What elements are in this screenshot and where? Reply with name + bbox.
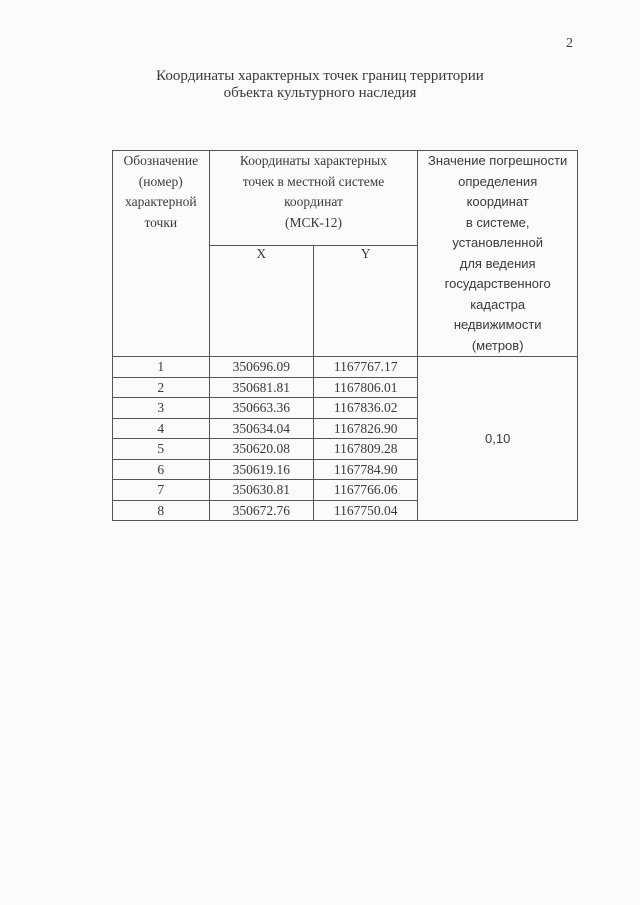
coord-x: 350630.81	[209, 480, 313, 501]
header-line: Значение погрешности	[428, 153, 568, 168]
coord-x: 350681.81	[209, 377, 313, 398]
header-line: Обозначение	[123, 153, 199, 168]
header-line: государственного	[444, 276, 551, 291]
header-line: (номер)	[138, 173, 183, 189]
coord-y: 1167836.02	[313, 398, 417, 419]
coord-y: 1167809.28	[313, 439, 417, 460]
coord-x: 350672.76	[209, 500, 313, 521]
header-point-designation	[113, 151, 210, 357]
header-line: в системе,	[465, 214, 530, 230]
header-line: для ведения	[459, 255, 536, 271]
point-number: 7	[113, 480, 210, 501]
header-line: (метров)	[471, 337, 524, 353]
coord-y: 1167766.06	[313, 480, 417, 501]
header-line: координат	[284, 194, 343, 209]
coord-y: 1167784.90	[313, 459, 417, 480]
point-number: 4	[113, 418, 210, 439]
point-number: 6	[113, 459, 210, 480]
header-line: точек в местной системе	[242, 173, 385, 189]
document-title	[0, 68, 640, 102]
header-line: (МСК-12)	[284, 214, 342, 230]
header-line: установленной	[452, 235, 543, 250]
header-coordinates	[209, 151, 418, 246]
title-line-2: объекта культурного наследия	[223, 85, 417, 101]
header-line: кадастра	[470, 296, 526, 312]
coord-y: 1167806.01	[313, 377, 417, 398]
title-line-1: Координаты характерных точек границ территории	[156, 68, 484, 84]
table-row	[113, 357, 578, 378]
page-number: 2	[566, 36, 573, 51]
header-line: точки	[144, 214, 178, 230]
header-accuracy	[418, 151, 578, 357]
coord-y: 1167767.17	[313, 357, 417, 378]
coordinates-table	[112, 150, 578, 521]
header-line: недвижимости	[453, 317, 542, 332]
coord-y: 1167826.90	[313, 418, 417, 439]
coord-y: 1167750.04	[313, 500, 417, 521]
header-y: Y	[313, 246, 417, 357]
point-number: 8	[113, 500, 210, 521]
coord-x: 350620.08	[209, 439, 313, 460]
coord-x: 350634.04	[209, 418, 313, 439]
coord-x: 350663.36	[209, 398, 313, 419]
point-number: 5	[113, 439, 210, 460]
header-line: характерной	[125, 194, 197, 209]
header-line: определения	[458, 173, 538, 189]
header-line: координат	[466, 194, 529, 209]
accuracy-value: 0,10	[418, 357, 578, 521]
coord-x: 350696.09	[209, 357, 313, 378]
point-number: 1	[113, 357, 210, 378]
point-number: 3	[113, 398, 210, 419]
header-x: X	[209, 246, 313, 357]
point-number: 2	[113, 377, 210, 398]
header-line: Координаты характерных	[239, 153, 388, 168]
coord-x: 350619.16	[209, 459, 313, 480]
